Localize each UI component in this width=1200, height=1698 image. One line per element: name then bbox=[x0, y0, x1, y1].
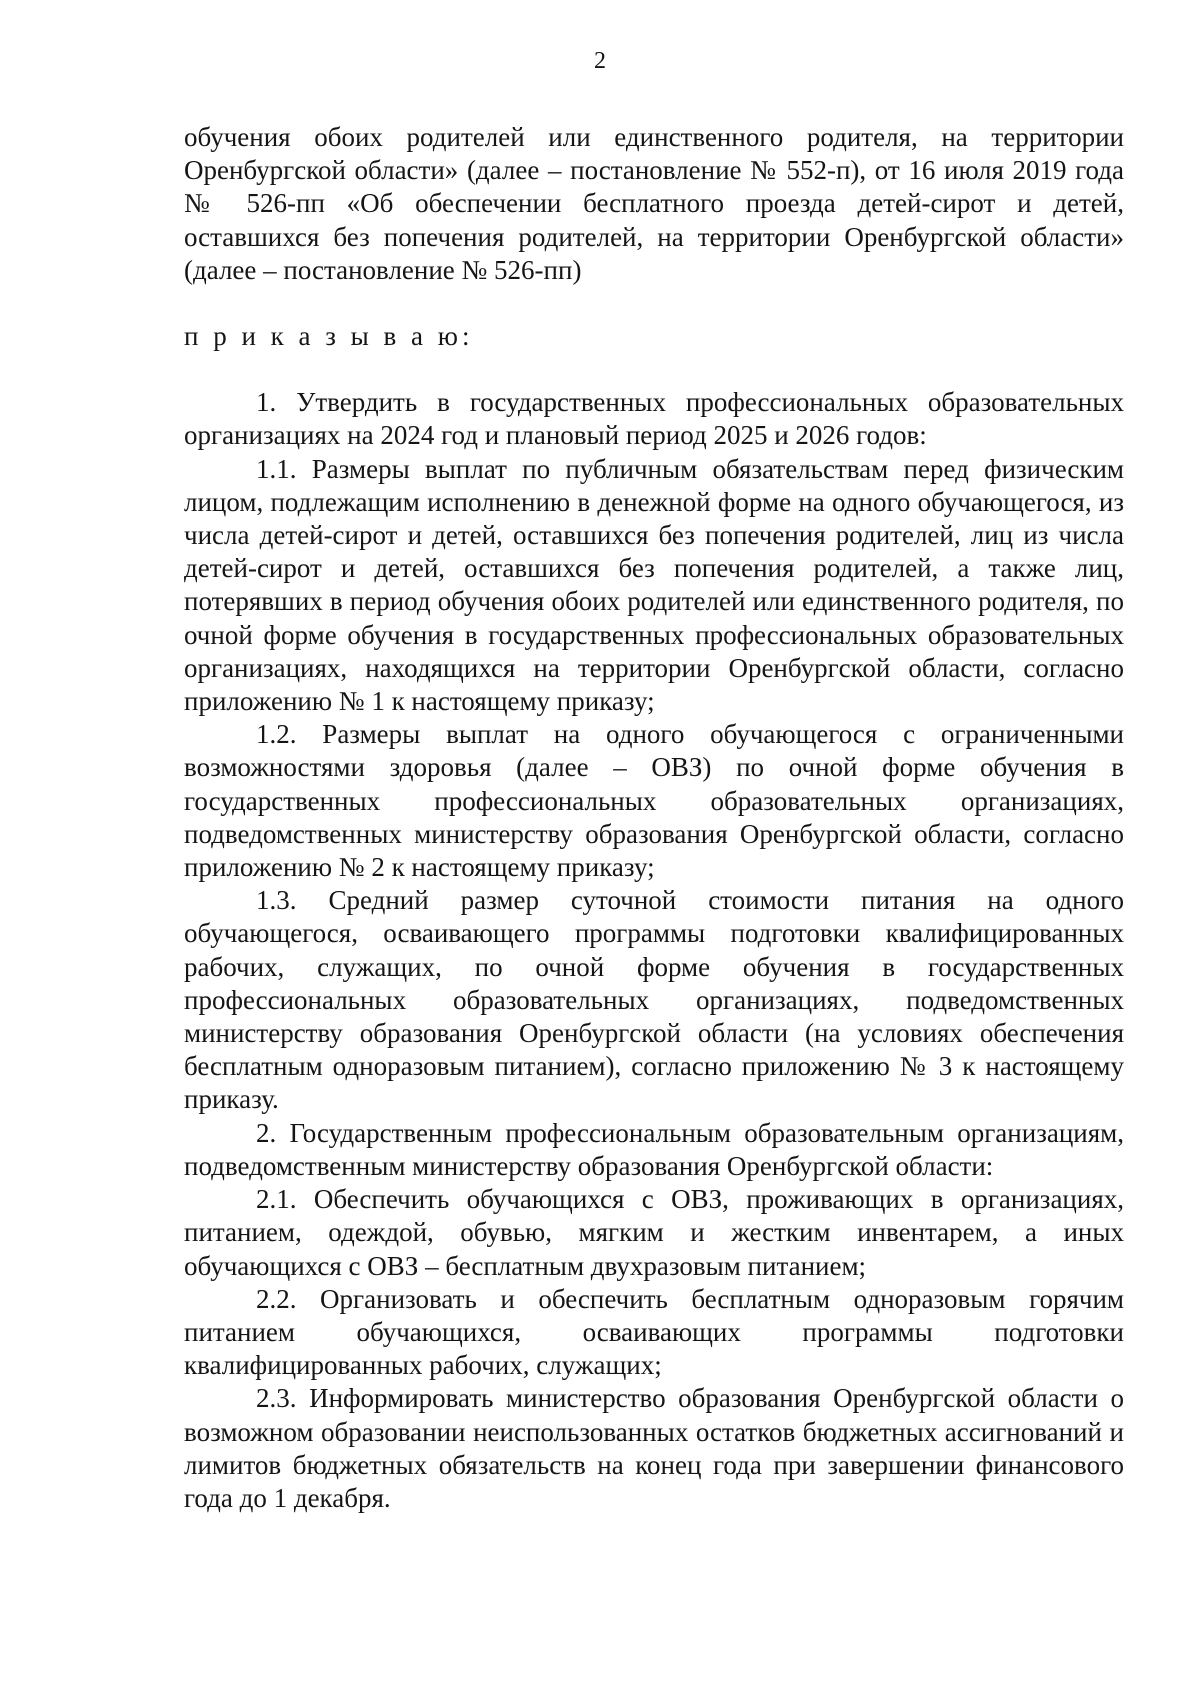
paragraph-item-1: 1. Утвердить в государственных профессиональных образовательных организациях на 2024 год и плановый период 2025 и 2026 годов: bbox=[184, 387, 1124, 451]
paragraph-item-1-1: 1.1. Размеры выплат по публичным обязательствам перед физическим лицом, подлежащим исполнению в денежной форме на одного обучающегося, из числа детей-сирот и детей, оставшихся без попечения родителей, лиц из числа детей-сирот и детей, оставшихся без попечения родителей, а также лиц, потерявших в период обучения обоих родителей или единственного родителя, по очной форме обучения в государственных профессиональных образовательных организациях, находящихся на территории Оренбургской области, согласно приложению № 1 к настоящему приказу; bbox=[184, 453, 1124, 717]
document-body bbox=[184, 121, 1124, 1515]
paragraph-item-1-2: 1.2. Размеры выплат на одного обучающегося с ограниченными возможностями здоровья (далее – ОВЗ) по очной форме обучения в государственных профессиональных образовательных организациях, подведомственных министерству образования Оренбургской области, согласно приложению № 2 к настоящему приказу; bbox=[184, 719, 1124, 883]
paragraph-item-2-1: 2.1. Обеспечить обучающихся с ОВЗ, проживающих в организациях, питанием, одеждой, обувью, мягким и жестким инвентарем, а иных обучающихся с ОВЗ – бесплатным двухразовым питанием; bbox=[184, 1184, 1124, 1281]
paragraph-order-word: п р и к а з ы в а ю: bbox=[184, 321, 474, 352]
paragraph-item-1-3: 1.3. Средний размер суточной стоимости питания на одного обучающегося, осваивающего программы подготовки квалифицированных рабочих, служащих, по очной форме обучения в государственных профессиональных образовательных организациях, подведомственных министерству образования Оренбургской области (на условиях обеспечения бесплатным одноразовым питанием), согласно приложению № 3 к настоящему приказу. bbox=[184, 885, 1124, 1115]
paragraph-continuation: обучения обоих родителей или единственного родителя, на территории Оренбургской области» (далее – постановление № 552-п), от 16 июля 2019 года № 526-пп «Об обеспечении бесплатного проезда детей-сирот и детей, оставшихся без попечения родителей, на территории Оренбургской области» (далее – постановление № 526-пп) bbox=[184, 122, 1124, 285]
paragraph-item-2-2: 2.2. Организовать и обеспечить бесплатным одноразовым горячим питанием обучающихся, осваивающих программы подготовки квалифицированных рабочих, служащих; bbox=[184, 1283, 1124, 1381]
page-number: 2 bbox=[594, 48, 606, 74]
paragraph-item-2: 2. Государственным профессиональным образовательным организациям, подведомственным министерству образования Оренбургской области: bbox=[184, 1117, 1124, 1181]
paragraph-item-2-3: 2.3. Информировать министерство образования Оренбургской области о возможном образовании неиспользованных остатков бюджетных ассигнований и лимитов бюджетных обязательств на конец года при завершении финансового года до 1 декабря. bbox=[184, 1383, 1124, 1513]
